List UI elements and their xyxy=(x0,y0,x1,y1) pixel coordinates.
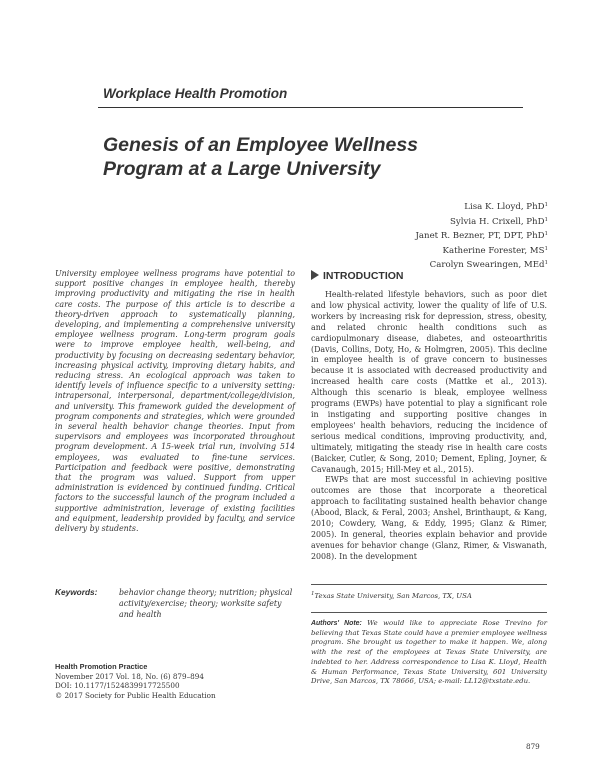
triangle-icon xyxy=(311,270,319,280)
introduction-heading: INTRODUCTION xyxy=(311,270,404,282)
title-line: Genesis of an Employee Wellness xyxy=(103,134,419,156)
section-header: Workplace Health Promotion xyxy=(103,86,288,101)
page-number: 879 xyxy=(526,742,540,751)
journal-name: Health Promotion Practice xyxy=(55,662,148,671)
authors-note xyxy=(311,619,547,687)
keywords-label: Keywords: xyxy=(55,587,98,597)
authors-note-text: We would like to appreciate Rose Trevino for believing that Texas State could have a premier employee wellness program. She brought us together to make it happen. We, along with the rest of the employees at Texas State University, are indebted to her. Address correspondence to Lisa K. Lloyd, Health & Human Performance, Texas State University, 601 University Drive, San Marcos, TX 78666, USA; e-mail: LL12@txstate.edu. xyxy=(311,619,547,686)
keywords-text: behavior change theory; nutrition; physical activity/exercise; theory; worksite safety and health xyxy=(119,588,293,619)
author: Sylvia H. Crixell, PhD$^1$ xyxy=(450,216,548,227)
author: Janet R. Bezner, PT, DPT, PhD$^1$ xyxy=(415,231,548,242)
author: Katherine Forester, $MS^1$ xyxy=(442,245,548,256)
paragraph: EWPs that are most successful in achieving positive outcomes are those that incorporate a theoretical approach to facilitating sustained health behavior change (Abood, Black, & Feral, 2003; Anshel, Brinthaupt, & Kang, 2010; Cowdery, Wang, & Eddy, 1995; Glanz & Rimer, 2005). In general, theories explain behavior and provide avenues for behavior change (Glanz, Rimer, & Viswanath, 2008). In the development xyxy=(311,475,547,561)
journal-copyright: © 2017 Society for Public Health Education xyxy=(55,690,216,700)
journal-issue: November 2017 Vol. 18, No. (6) 879–894 xyxy=(55,671,204,681)
paragraph: Health-related lifestyle behaviors, such as poor diet and low physical activity, lower the quality of life of U.S. workers by increasing risk for depression, stress, obesity, and related chronic health conditions such as cardiopulmonary disease, diabetes, and osteoarthritis (Davis, Collins, Doty, Ho, & Holmgren, 2005). This decline in employee health is of grave concern to businesses because it is associated with decreased productivity and increased health care costs (Mattke et al., 2013). Although this scenario is bleak, employee wellness programs (EWPs) have potential to play a significant role in instigating and supporting positive changes in employees' health behaviors, reducing the incidence of serious medical conditions, improving productivity, and, ultimately, mitigating the steady rise in health care costs (Baicker, Cutler, & Song, 2010; Dement, Epling, Joyner, & Cavanaugh, 2015; Hill-Mey et al., 2015). xyxy=(311,290,547,474)
affiliation-footnote: $^1$Texas State University, San Marcos, TX, USA xyxy=(311,591,472,600)
authors-note-label: Authors' Note: xyxy=(311,620,362,627)
title-line: Program at a Large University xyxy=(103,158,381,180)
author: Lisa K. Lloyd, PhD$^1$ xyxy=(464,202,548,212)
abstract: University employee wellness programs have potential to support positive changes in employee health, thereby improving productivity and mitigating the rise in health care costs. The purpose of this article is to describe a theory-driven approach to systematically planning, developing, and implementing a comprehensive university employee wellness program. Long-term program goals were to improve employee health, well-being, and productivity by focusing on decreasing sedentary behavior, increasing physical activity, improving dietary habits, and reducing stress. An ecological approach was taken to identify levels of influence specific to a university setting: intrapersonal, interpersonal, department/college/division, and university. This framework guided the development of program components and strategies, which were grounded in several health behavior change theories. Input from supervisors and employees was incorporated throughout program development. A 15-week trial run, involving 514 employees, was evaluated to fine-tune services. Participation and feedback were positive, demonstrating that the program was valued. Support from upper administration is evidenced by continued funding. Critical factors to the successful launch of the program included a supportive administration, leverage of existing facilities and equipment, leadership provided by faculty, and service delivery by students. xyxy=(55,269,295,534)
author: Carolyn Swearingen, MEd$^1$ xyxy=(429,260,548,271)
keywords xyxy=(55,587,295,620)
header-rule xyxy=(98,107,523,108)
journal-info xyxy=(55,662,295,700)
article-title xyxy=(103,133,523,181)
footnote-rule xyxy=(311,584,547,585)
introduction-body xyxy=(311,290,547,563)
journal-doi: DOI: 10.1177/1524839917725500 xyxy=(55,681,180,691)
note-rule xyxy=(311,612,547,613)
author-list xyxy=(415,199,548,272)
